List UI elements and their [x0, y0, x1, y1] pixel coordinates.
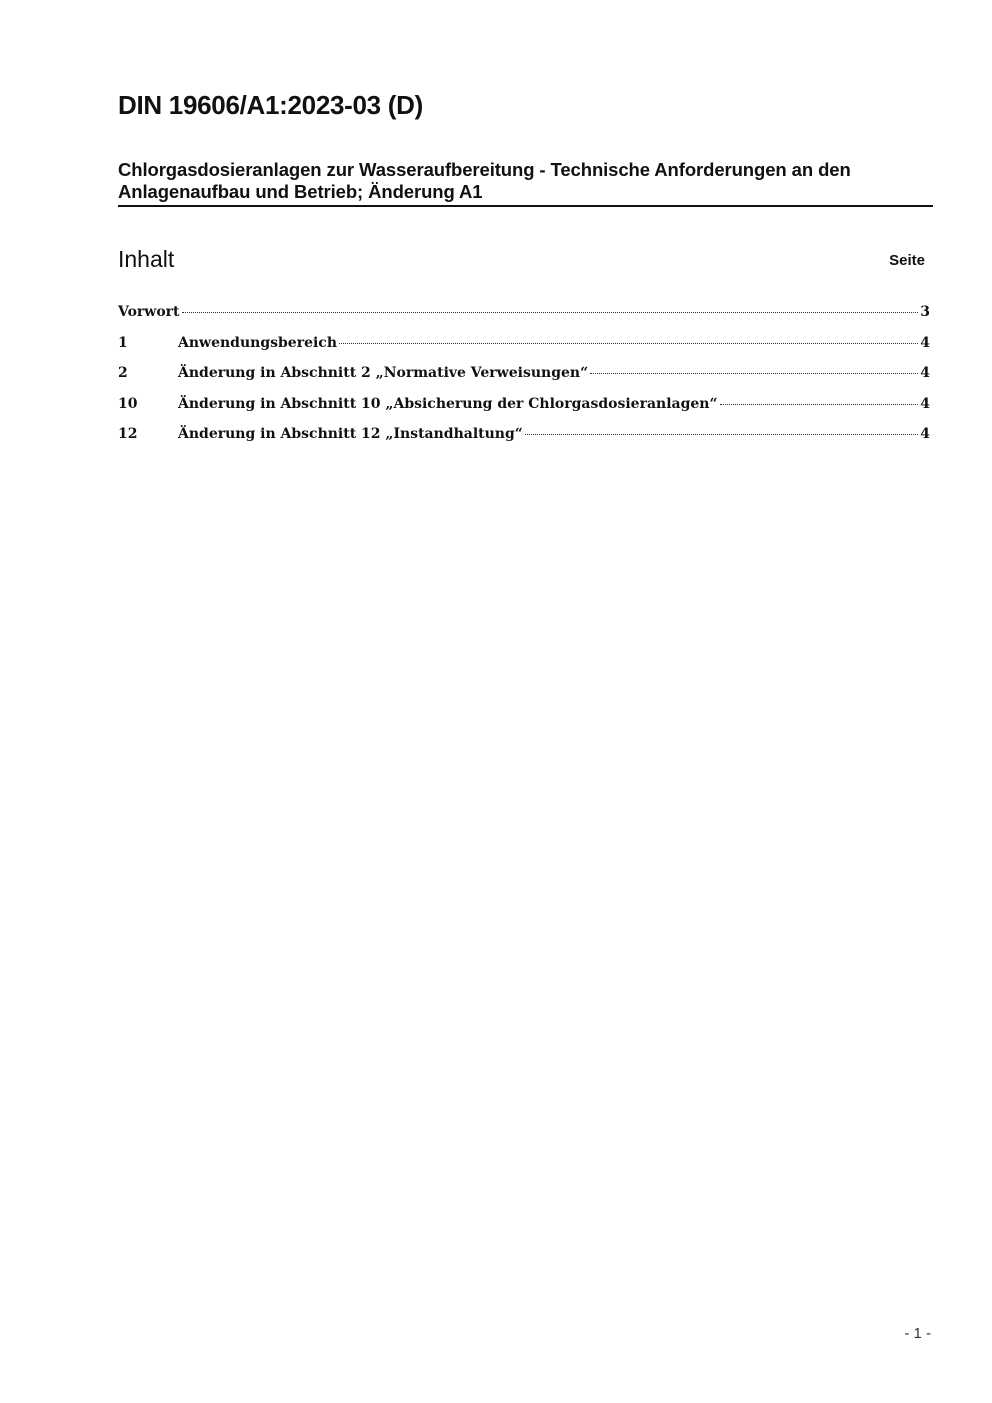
toc-entry-2[interactable]: [118, 362, 930, 393]
toc-heading: Inhalt: [118, 246, 175, 272]
toc-page-heading: Seite: [889, 252, 925, 269]
toc-entry-1[interactable]: [118, 332, 930, 363]
document-title: Chlorgasdosieranlagen zur Wasseraufbereitung - Technische Anforderungen an den Anlagenaufbau und Betrieb; Änderung A1: [118, 159, 933, 207]
toc-entry-number: 10: [118, 395, 138, 412]
toc-entry-title: Vorwort: [118, 304, 180, 320]
toc-leader: [590, 373, 918, 374]
toc-entry-12[interactable]: [118, 423, 930, 454]
toc-entry-number: 12: [118, 426, 138, 442]
toc-leader: [182, 312, 919, 313]
toc-leader: [720, 404, 919, 405]
toc-entry-page: 4: [920, 334, 930, 351]
toc-entry-title: Änderung in Abschnitt 2 „Normative Verweisungen“: [178, 365, 589, 381]
toc-entry-page: 4: [920, 365, 930, 381]
toc-entry-title: Anwendungsbereich: [178, 334, 337, 351]
toc-entry-title: Änderung in Abschnitt 12 „Instandhaltung“: [178, 426, 523, 442]
toc-entry-vorwort[interactable]: [118, 301, 930, 332]
toc-entry-page: 4: [920, 395, 930, 412]
toc-leader: [339, 343, 918, 344]
document-id: DIN 19606/A1:2023-03 (D): [118, 90, 423, 120]
page-number: - 1 -: [904, 1325, 931, 1342]
table-of-contents: [118, 301, 930, 454]
toc-entry-page: 3: [920, 304, 930, 320]
toc-entry-title: Änderung in Abschnitt 10 „Absicherung der Chlorgasdosieranlagen“: [178, 395, 718, 412]
toc-entry-number: 1: [118, 334, 128, 351]
toc-entry-number: 2: [118, 365, 128, 381]
toc-leader: [525, 434, 918, 435]
toc-entry-page: 4: [920, 426, 930, 442]
toc-entry-10[interactable]: [118, 393, 930, 424]
